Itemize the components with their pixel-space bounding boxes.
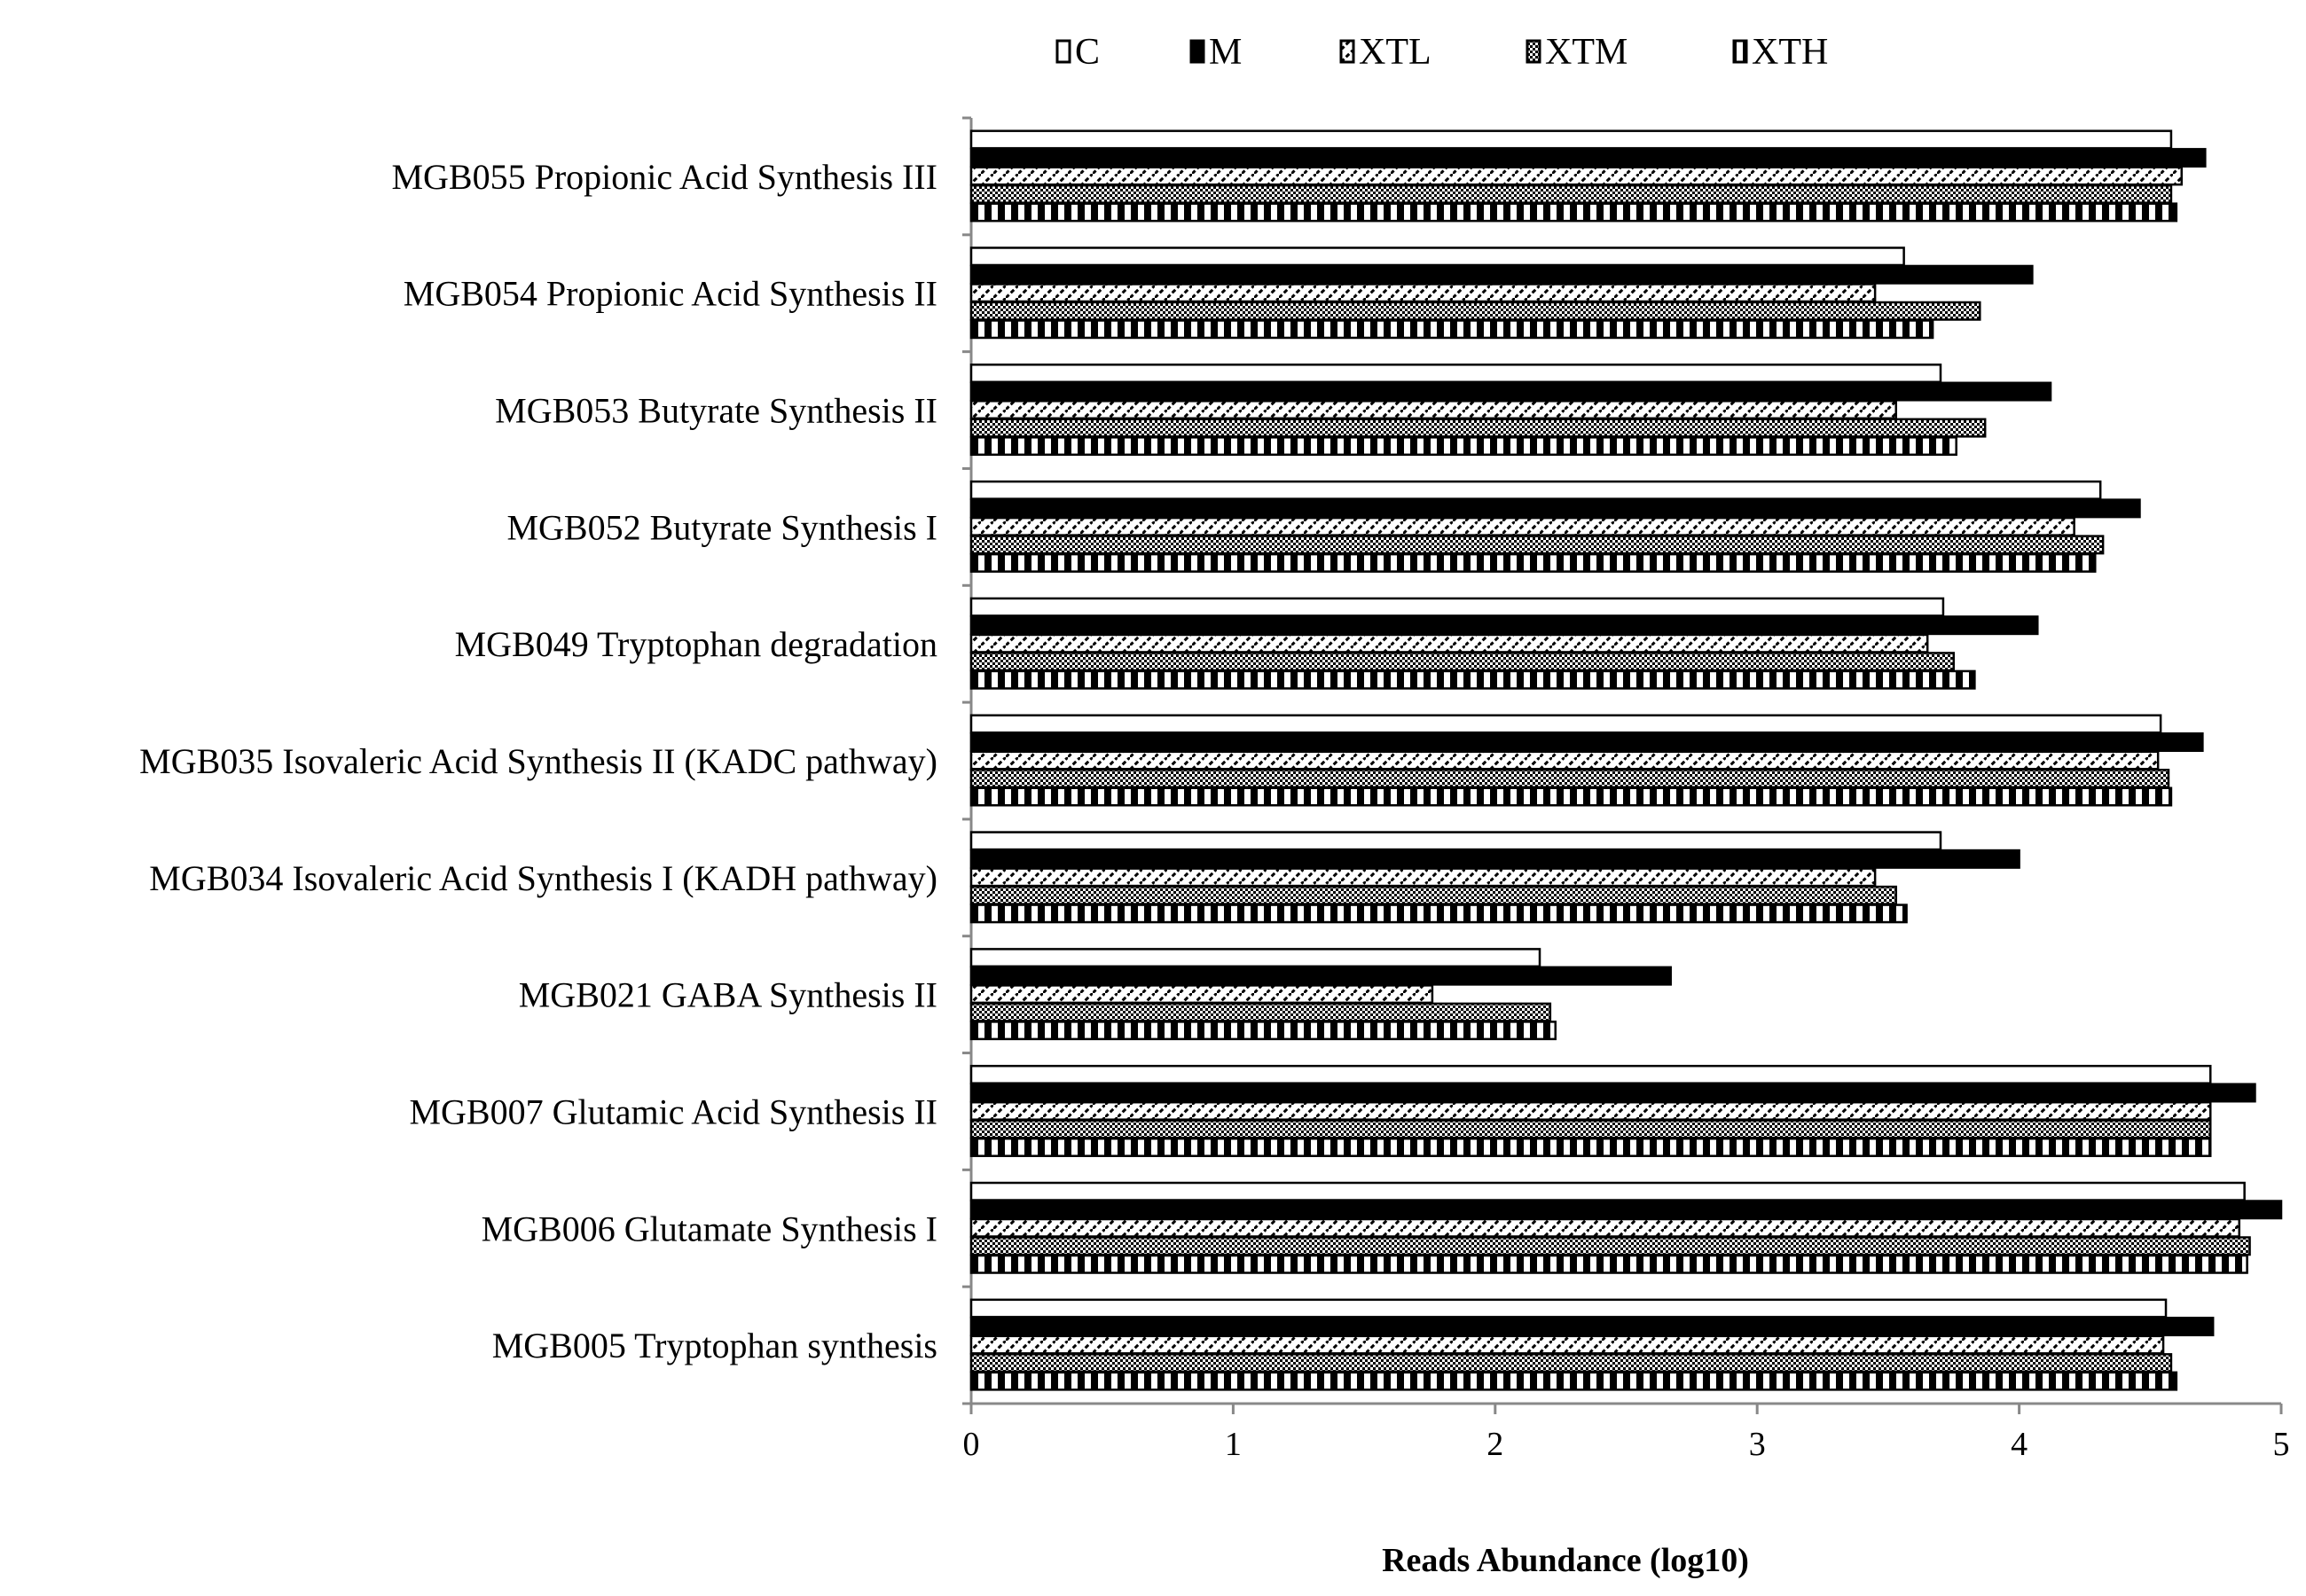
legend-swatch xyxy=(1527,41,1540,62)
bar-m xyxy=(971,850,2020,868)
x-tick-label: 3 xyxy=(1748,1426,1766,1463)
category-label: MGB034 Isovaleric Acid Synthesis I (KADH pathway) xyxy=(149,857,937,898)
bar-xtl xyxy=(971,284,1875,301)
bar-m xyxy=(971,383,2051,401)
legend-item-m xyxy=(1191,32,1242,73)
bar-xtl xyxy=(971,518,2075,536)
bar-xtl xyxy=(971,985,1432,1003)
category-label: MGB007 Glutamic Acid Synthesis II xyxy=(409,1091,937,1132)
bar-xtl xyxy=(971,1219,2239,1237)
bar-xtl xyxy=(971,1336,2163,1354)
x-axis-title: Reads Abundance (log10) xyxy=(1382,1542,1749,1579)
bar-m xyxy=(971,1318,2213,1335)
bar-m xyxy=(971,149,2205,167)
bar-xth xyxy=(971,788,2171,806)
bar-m xyxy=(971,1201,2281,1219)
bar-xtl xyxy=(971,1102,2210,1120)
bar-xth xyxy=(971,1373,2177,1390)
bar-xtm xyxy=(971,302,1980,320)
legend-label: XTM xyxy=(1545,32,1628,73)
bar-xtl xyxy=(971,168,2182,185)
bar-xtl xyxy=(971,401,1896,419)
bar-m xyxy=(971,967,1671,985)
bar-xtm xyxy=(971,1121,2210,1138)
bar-m xyxy=(971,733,2202,751)
bar-c xyxy=(971,1300,2166,1318)
x-tick-label: 1 xyxy=(1224,1426,1242,1463)
bar-m xyxy=(971,616,2037,634)
category-label: MGB049 Tryptophan degradation xyxy=(454,624,937,665)
bar-xth xyxy=(971,1021,1556,1039)
bar-xtm xyxy=(971,536,2103,554)
legend-swatch xyxy=(1734,41,1746,62)
category-label: MGB054 Propionic Acid Synthesis II xyxy=(403,273,937,314)
bar-c xyxy=(971,247,1904,265)
legend-label: XTH xyxy=(1752,32,1829,73)
bar-m xyxy=(971,500,2139,518)
bar-xtm xyxy=(971,1238,2250,1256)
bar-xth xyxy=(971,437,1957,454)
bar-xth xyxy=(971,671,1974,689)
bar-xtl xyxy=(971,635,1927,653)
bar-xth xyxy=(971,905,1907,922)
legend-label: XTL xyxy=(1359,32,1431,73)
bar-xtl xyxy=(971,869,1875,887)
bar-c xyxy=(971,716,2161,733)
legend xyxy=(1057,32,1828,73)
bar-c xyxy=(971,598,1943,616)
bar-m xyxy=(971,1084,2255,1102)
bar-m xyxy=(971,266,2032,284)
bar-xtm xyxy=(971,419,1985,437)
bar-c xyxy=(971,131,2171,149)
bar-xtm xyxy=(971,653,1954,670)
legend-item-xtl xyxy=(1341,32,1431,73)
bar-c xyxy=(971,1183,2245,1201)
bar-xth xyxy=(971,1256,2247,1273)
bar-c xyxy=(971,833,1941,850)
bar-xth xyxy=(971,320,1933,338)
bar-xtm xyxy=(971,1354,2171,1372)
x-tick-label: 5 xyxy=(2272,1426,2290,1463)
legend-item-xtm xyxy=(1527,32,1628,73)
legend-item-xth xyxy=(1734,32,1828,73)
bar-c xyxy=(971,481,2100,499)
category-label: MGB052 Butyrate Synthesis I xyxy=(506,507,937,548)
category-label: MGB021 GABA Synthesis II xyxy=(518,974,937,1015)
bar-xth xyxy=(971,1138,2210,1156)
legend-label: M xyxy=(1209,32,1243,73)
category-label: MGB053 Butyrate Synthesis II xyxy=(495,390,937,431)
x-tick-label: 4 xyxy=(2011,1426,2028,1463)
bar-xtm xyxy=(971,770,2169,787)
legend-label: C xyxy=(1075,32,1101,73)
legend-swatch xyxy=(1341,41,1353,62)
legend-swatch xyxy=(1191,41,1204,62)
category-label: MGB005 Tryptophan synthesis xyxy=(491,1326,937,1366)
bar-c xyxy=(971,364,1941,382)
category-label: MGB055 Propionic Acid Synthesis III xyxy=(391,156,937,197)
bar-xtm xyxy=(971,185,2171,203)
bar-xtm xyxy=(971,1004,1550,1021)
legend-item-c xyxy=(1057,32,1100,73)
bar-c xyxy=(971,949,1540,966)
bar-xtm xyxy=(971,887,1896,904)
legend-swatch xyxy=(1057,41,1070,62)
bar-xth xyxy=(971,204,2177,222)
x-tick-label: 0 xyxy=(962,1426,980,1463)
category-label: MGB035 Isovaleric Acid Synthesis II (KADC pathway) xyxy=(139,741,937,781)
bar-c xyxy=(971,1066,2210,1084)
category-label: MGB006 Glutamate Synthesis I xyxy=(481,1209,937,1249)
bar-xth xyxy=(971,554,2095,572)
plot-area xyxy=(139,118,2289,1463)
x-tick-label: 2 xyxy=(1486,1426,1504,1463)
bar-xtl xyxy=(971,752,2158,770)
